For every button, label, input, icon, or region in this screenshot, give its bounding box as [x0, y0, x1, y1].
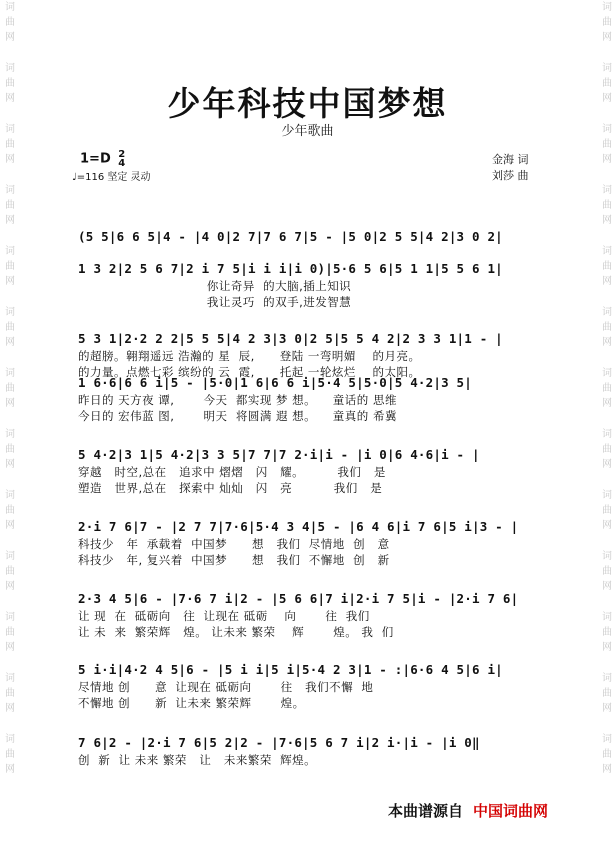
tempo-marking: ♩=116 坚定 灵动: [72, 172, 151, 183]
source-footer: [388, 800, 548, 821]
lyric-verse-1: 尽情地 创 意 让现在 砥砺向 往 我们不懈 地: [78, 680, 374, 694]
lyric-verse-1: 穿越 时空,总在 追求中 熠熠 闪 耀。 我们 是: [78, 465, 386, 479]
lyric-verse-2: 我让灵巧 的双手,进发智慧: [78, 295, 352, 309]
lyric-verse-1: 昨日的 天方夜 谭, 今天 都实现 梦 想。 童话的 思维: [78, 393, 397, 407]
notation-line: (5 5|6 6 5|4 - |4 0|2 7|7 6 7|5 - |5 0|2 5 5|4 2|3 0 2|: [78, 229, 503, 244]
song-title: 少年科技中国梦想: [167, 84, 448, 123]
lyricist: 金海 词: [492, 153, 529, 166]
time-top: 2: [118, 149, 126, 160]
score-row-8: [78, 661, 533, 711]
lyric-verse-2: 不懈地 创 新 让未来 繁荣辉 煌。: [78, 696, 305, 710]
score-row-1: [78, 228, 533, 246]
song-subtitle: 少年歌曲: [281, 124, 334, 139]
site-link[interactable]: 中国词曲网: [473, 802, 549, 820]
score-row-7: [78, 590, 533, 640]
notation-line: 1 3 2|2 5 6 7|2 i 7 5|i i i|i 0)|5·6 5 6|5 1 1|5 5 6 1|: [78, 261, 503, 276]
source-label: 本曲谱源自: [388, 802, 464, 820]
lyric-verse-2: 今日的 宏伟蓝 图, 明天 将圆满 遐 想。 童真的 希冀: [78, 409, 397, 423]
notation-line: 5 i·i|4·2 4 5|6 - |5 i i|5 i|5·4 2 3|1 - :|6·6 4 5|6 i|: [78, 662, 503, 677]
notation-line: 2·3 4 5|6 - |7·6 7 i|2 - |5 6 6|7 i|2·i 7 5|i - |2·i 7 6|: [78, 591, 519, 606]
notation-line: 5 4·2|3 1|5 4·2|3 3 5|7 7|7 2·i|i - |i 0|6 4·6|i - |: [78, 447, 480, 462]
key-label: 1=D: [80, 151, 111, 167]
score-row-5: [78, 446, 533, 496]
score-row-4: [78, 374, 533, 424]
time-signature: [118, 150, 125, 168]
notation-line: 1 6·6|6 6 i|5 - |5·0|1 6|6 6 i|5·4 5|5·0|5 4·2|3 5|: [78, 375, 473, 390]
notation-line: 5 3 1|2·2 2 2|5 5 5|4 2 3|3 0|2 5|5 5 4 2|2 3 3 1|1 - |: [78, 331, 503, 346]
lyric-verse-2: 科技少 年, 复兴着 中国梦 想 我们 不懈地 创 新: [78, 553, 390, 567]
lyric-verse-1: 让 现 在 砥砺向 往 让现在 砥砺 向 往 我们: [78, 609, 370, 623]
lyric-verse-1: 创 新 让 未来 繁荣 让 未来繁荣 辉煌。: [78, 753, 317, 767]
lyric-verse-1: 科技少 年 承载着 中国梦 想 我们 尽情地 创 意: [78, 537, 390, 551]
lyric-verse-2: 塑造 世界,总在 探索中 灿灿 闪 亮 我们 是: [78, 481, 383, 495]
score-row-9: [78, 734, 533, 768]
lyric-verse-1: 你让奇异 的大脑,插上知识: [78, 279, 352, 293]
notation-line: 7 6|2 - |2·i 7 6|5 2|2 - |7·6|5 6 7 i|2 i·|i - |i 0‖: [78, 735, 480, 750]
composer: 刘莎 曲: [492, 169, 529, 182]
notation-line: 2·i 7 6|7 - |2 7 7|7·6|5·4 3 4|5 - |6 4 6|i 7 6|5 i|3 - |: [78, 519, 519, 534]
watermark-right: 词曲网 词曲网 词曲网 词曲网 词曲网 词曲网 词曲网 词曲网 词曲网 词曲网 词曲网 词曲网 词曲网: [602, 2, 612, 775]
credits: [492, 152, 529, 184]
time-bottom: 4: [118, 158, 126, 169]
score-row-6: [78, 518, 533, 568]
watermark-left: 词曲网 词曲网 词曲网 词曲网 词曲网 词曲网 词曲网 词曲网 词曲网 词曲网 词曲网 词曲网 词曲网: [5, 2, 15, 775]
lyric-verse-2: 的力量。点燃七彩 缤纷的 云 霞, 托起 一轮炫烂 的太阳。: [78, 365, 421, 379]
lyric-verse-2: 让 未 来 繁荣辉 煌。 让未来 繁荣 辉 煌。 我 们: [78, 625, 394, 639]
score-row-3: [78, 330, 533, 380]
key-signature: [80, 150, 125, 168]
score-row-2: [78, 260, 533, 310]
lyric-verse-1: 的超膀。翱翔遥远 浩瀚的 星 辰, 登陆 一弯明媚 的月亮。: [78, 349, 421, 363]
